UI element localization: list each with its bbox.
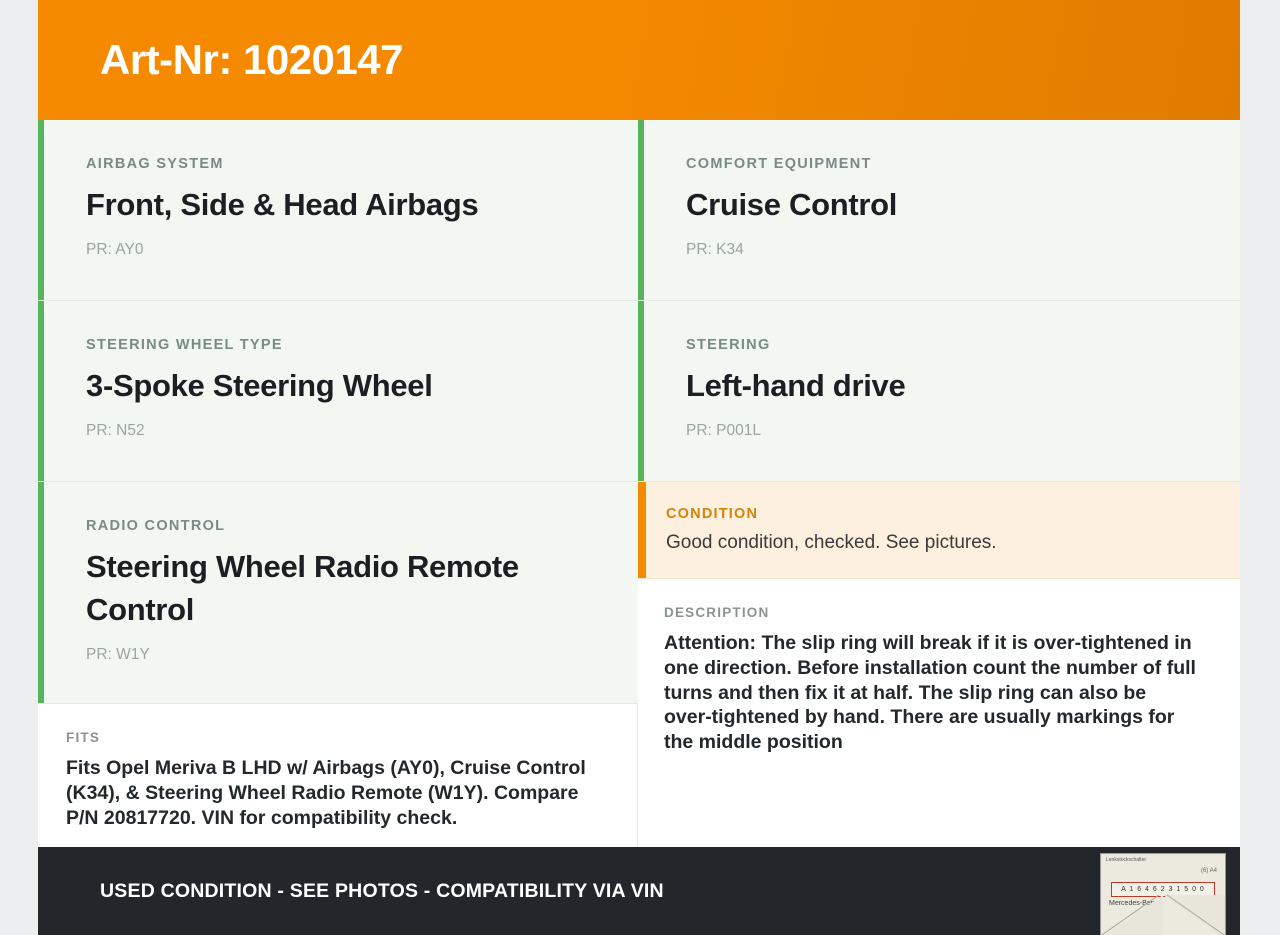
right-column [638, 120, 1240, 847]
fits-label: FITS [66, 730, 101, 745]
spec-value: Cruise Control [686, 187, 898, 222]
condition-label: CONDITION [666, 506, 759, 522]
spec-label: RADIO CONTROL [86, 518, 226, 534]
condition-text: Good condition, checked. See pictures. [666, 532, 997, 553]
part-label-photo [1100, 853, 1226, 935]
spec-card-comfort-equipment [638, 120, 1240, 301]
content-grid [38, 120, 1240, 847]
header-bar [38, 0, 1240, 120]
part-label-number: A 1 6 4 6 2 3 1 5 0 0 [1111, 882, 1215, 897]
spec-card-steering-wheel-type [38, 301, 638, 482]
part-label-right-code: (6) A4 [1200, 868, 1217, 874]
product-info-sheet [38, 0, 1240, 935]
spec-value: Steering Wheel Radio Remote Control [86, 549, 519, 627]
spec-label: COMFORT EQUIPMENT [686, 156, 872, 172]
spec-label: AIRBAG SYSTEM [86, 156, 224, 172]
description-text: Attention: The slip ring will break if it is over-tightened in one direction. Before installation count the number of full turns and then fix it at half. The slip ring can also be over-tightened by hand. There are usually markings for the middle position [664, 632, 1196, 753]
page-title: Art-Nr: 1020147 [100, 36, 403, 83]
spec-card-airbag-system [38, 120, 638, 301]
part-label-title: Lenkstockschalter [1106, 857, 1147, 863]
fits-section [38, 704, 638, 848]
spec-card-steering [638, 301, 1240, 482]
spec-card-radio-control [38, 482, 638, 704]
spec-pr-code: PR: N52 [86, 421, 145, 439]
spec-pr-code: PR: AY0 [86, 240, 144, 258]
part-label-image [1101, 854, 1225, 935]
footer-bar [38, 847, 1240, 935]
fits-text: Fits Opel Meriva B LHD w/ Airbags (AY0), Cruise Control (K34), & Steering Wheel Radio Remote (W1Y). Compare P/N 20817720. VIN for compatibility check. [66, 757, 586, 829]
spec-pr-code: PR: P001L [686, 421, 761, 439]
spec-pr-code: PR: K34 [686, 240, 744, 258]
condition-section [638, 482, 1240, 579]
spec-value: Left-hand drive [686, 368, 906, 403]
part-label-brand: Mercedes-Benz [1109, 900, 1159, 907]
spec-pr-code: PR: W1Y [86, 645, 150, 663]
left-column [38, 120, 638, 847]
description-section [638, 579, 1240, 847]
spec-label: STEERING WHEEL TYPE [86, 337, 283, 353]
footer-text: USED CONDITION - SEE PHOTOS - COMPATIBILITY VIA VIN [100, 879, 664, 902]
spec-value: 3-Spoke Steering Wheel [86, 368, 433, 403]
spec-value: Front, Side & Head Airbags [86, 187, 479, 222]
description-label: DESCRIPTION [664, 605, 770, 620]
spec-label: STEERING [686, 337, 771, 353]
